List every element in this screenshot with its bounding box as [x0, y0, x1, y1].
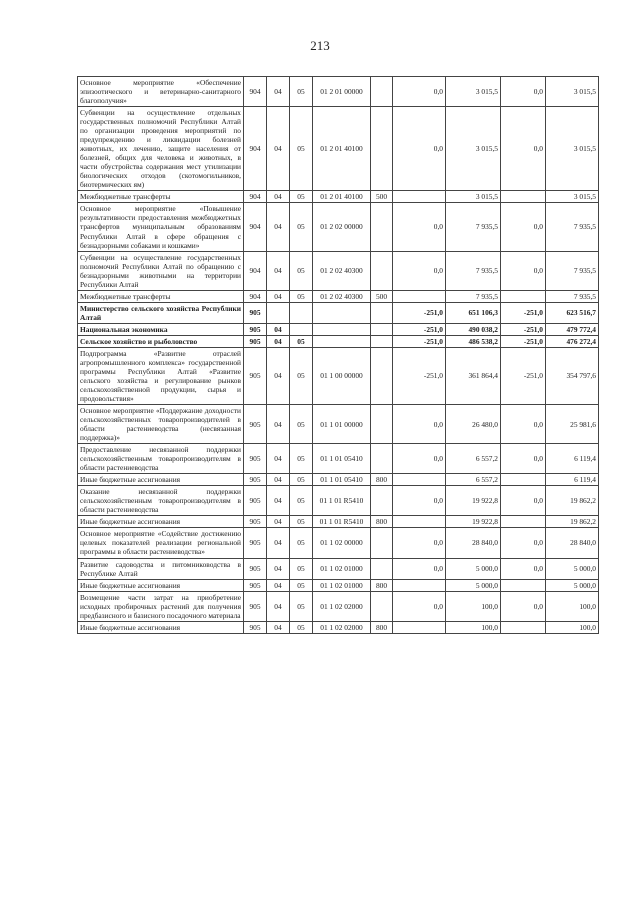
- amount-total-2: 354 797,6: [546, 347, 599, 404]
- ministry-code: 905: [244, 405, 267, 444]
- target-article-code: 01 1 01 05410: [313, 474, 371, 486]
- table-row: [78, 191, 599, 203]
- amount-total-1: 3 015,5: [446, 107, 501, 191]
- expense-type-code: [371, 302, 393, 323]
- target-article-code: 01 1 02 01000: [313, 558, 371, 579]
- amount-change-2: 0,0: [501, 203, 546, 251]
- section-code: 04: [267, 107, 290, 191]
- amount-total-2: 3 015,5: [546, 77, 599, 107]
- amount-total-2: 5 000,0: [546, 558, 599, 579]
- ministry-code: 905: [244, 528, 267, 558]
- amount-total-2: 7 935,5: [546, 203, 599, 251]
- table-row: [78, 528, 599, 558]
- table-row: [78, 251, 599, 290]
- table-row: [78, 323, 599, 335]
- row-description: Предоставление несвязанной поддержки сельскохозяйственным товаропроизводителям в области растениеводства: [78, 444, 244, 474]
- subsection-code: [290, 302, 313, 323]
- amount-change-1: [393, 516, 446, 528]
- ministry-code: 904: [244, 191, 267, 203]
- target-article-code: 01 1 00 00000: [313, 347, 371, 404]
- amount-change-1: -251,0: [393, 335, 446, 347]
- table-row: [78, 516, 599, 528]
- amount-change-1: 0,0: [393, 203, 446, 251]
- table-row: [78, 621, 599, 633]
- target-article-code: 01 1 02 02000: [313, 621, 371, 633]
- amount-total-1: 3 015,5: [446, 77, 501, 107]
- target-article-code: 01 2 01 00000: [313, 77, 371, 107]
- amount-total-1: 7 935,5: [446, 203, 501, 251]
- budget-table-body: [78, 77, 599, 634]
- expense-type-code: [371, 335, 393, 347]
- amount-total-1: 651 106,3: [446, 302, 501, 323]
- amount-total-1: 486 538,2: [446, 335, 501, 347]
- amount-total-1: 19 922,8: [446, 516, 501, 528]
- row-description: Основное мероприятие «Повышение результативности предоставления межбюджетных трансфертов муниципальным образованиям Республики Алтай в сфере обращения с безнадзорными собаками и кошками»: [78, 203, 244, 251]
- ministry-code: 904: [244, 107, 267, 191]
- amount-total-2: 100,0: [546, 621, 599, 633]
- amount-change-2: -251,0: [501, 335, 546, 347]
- amount-change-1: [393, 579, 446, 591]
- section-code: 04: [267, 591, 290, 621]
- ministry-code: 905: [244, 302, 267, 323]
- section-code: 04: [267, 621, 290, 633]
- table-row: [78, 444, 599, 474]
- amount-change-2: [501, 191, 546, 203]
- ministry-code: 904: [244, 77, 267, 107]
- amount-change-2: 0,0: [501, 444, 546, 474]
- ministry-code: 905: [244, 558, 267, 579]
- table-row: [78, 558, 599, 579]
- table-row: [78, 290, 599, 302]
- amount-total-2: 3 015,5: [546, 107, 599, 191]
- table-row: [78, 591, 599, 621]
- target-article-code: 01 2 02 40300: [313, 251, 371, 290]
- section-code: 04: [267, 77, 290, 107]
- subsection-code: 05: [290, 347, 313, 404]
- table-row: [78, 203, 599, 251]
- amount-change-1: [393, 621, 446, 633]
- amount-change-2: [501, 621, 546, 633]
- row-description: Субвенции на осуществление государственных полномочий Республики Алтай по обращению с безнадзорными животными на территории Республики Алтай: [78, 251, 244, 290]
- ministry-code: 904: [244, 203, 267, 251]
- amount-change-2: 0,0: [501, 486, 546, 516]
- table-row: [78, 486, 599, 516]
- expense-type-code: 800: [371, 516, 393, 528]
- amount-total-2: 6 119,4: [546, 444, 599, 474]
- ministry-code: 905: [244, 516, 267, 528]
- target-article-code: 01 1 01 05410: [313, 444, 371, 474]
- section-code: 04: [267, 335, 290, 347]
- amount-total-2: 7 935,5: [546, 251, 599, 290]
- ministry-code: 905: [244, 335, 267, 347]
- row-description: Оказание несвязанной поддержки сельскохозяйственным товаропроизводителям в области растениеводства: [78, 486, 244, 516]
- subsection-code: 05: [290, 621, 313, 633]
- target-article-code: 01 2 01 40100: [313, 107, 371, 191]
- amount-total-2: 19 862,2: [546, 516, 599, 528]
- amount-total-1: 3 015,5: [446, 191, 501, 203]
- amount-total-1: 6 557,2: [446, 474, 501, 486]
- subsection-code: 05: [290, 558, 313, 579]
- amount-change-2: 0,0: [501, 591, 546, 621]
- amount-change-2: [501, 516, 546, 528]
- amount-change-1: 0,0: [393, 405, 446, 444]
- subsection-code: 05: [290, 486, 313, 516]
- row-description: Иные бюджетные ассигнования: [78, 621, 244, 633]
- section-code: 04: [267, 290, 290, 302]
- table-row: [78, 474, 599, 486]
- amount-total-2: 6 119,4: [546, 474, 599, 486]
- amount-change-2: [501, 290, 546, 302]
- amount-change-1: 0,0: [393, 107, 446, 191]
- amount-change-2: 0,0: [501, 528, 546, 558]
- amount-total-2: 7 935,5: [546, 290, 599, 302]
- ministry-code: 904: [244, 290, 267, 302]
- expense-type-code: [371, 558, 393, 579]
- ministry-code: 905: [244, 621, 267, 633]
- row-description: Национальная экономика: [78, 323, 244, 335]
- amount-change-2: -251,0: [501, 347, 546, 404]
- amount-total-1: 7 935,5: [446, 290, 501, 302]
- amount-change-1: [393, 290, 446, 302]
- amount-change-1: [393, 474, 446, 486]
- table-row: [78, 77, 599, 107]
- row-description: Основное мероприятие «Поддержание доходности сельскохозяйственных товаропроизводителей в области растениеводства (несвязанная поддержка)»: [78, 405, 244, 444]
- row-description: Основное мероприятие «Обеспечение эпизоотического и ветеринарно-санитарного благополучия»: [78, 77, 244, 107]
- section-code: 04: [267, 474, 290, 486]
- expense-type-code: 500: [371, 191, 393, 203]
- amount-change-2: 0,0: [501, 558, 546, 579]
- row-description: Иные бюджетные ассигнования: [78, 579, 244, 591]
- target-article-code: 01 1 02 01000: [313, 579, 371, 591]
- amount-total-1: 7 935,5: [446, 251, 501, 290]
- target-article-code: [313, 323, 371, 335]
- amount-change-1: -251,0: [393, 323, 446, 335]
- amount-total-1: 5 000,0: [446, 579, 501, 591]
- row-description: Иные бюджетные ассигнования: [78, 474, 244, 486]
- amount-change-2: -251,0: [501, 302, 546, 323]
- amount-change-1: 0,0: [393, 528, 446, 558]
- amount-total-2: 479 772,4: [546, 323, 599, 335]
- section-code: 04: [267, 405, 290, 444]
- ministry-code: 905: [244, 444, 267, 474]
- section-code: 04: [267, 251, 290, 290]
- expense-type-code: [371, 203, 393, 251]
- amount-change-2: 0,0: [501, 77, 546, 107]
- table-row: [78, 335, 599, 347]
- row-description: Министерство сельского хозяйства Республики Алтай: [78, 302, 244, 323]
- table-row: [78, 405, 599, 444]
- ministry-code: 905: [244, 347, 267, 404]
- expense-type-code: [371, 323, 393, 335]
- target-article-code: [313, 302, 371, 323]
- section-code: 04: [267, 486, 290, 516]
- subsection-code: 05: [290, 107, 313, 191]
- amount-change-1: 0,0: [393, 251, 446, 290]
- section-code: 04: [267, 323, 290, 335]
- row-description: Межбюджетные трансферты: [78, 191, 244, 203]
- subsection-code: 05: [290, 290, 313, 302]
- amount-total-2: 476 272,4: [546, 335, 599, 347]
- subsection-code: 05: [290, 405, 313, 444]
- ministry-code: 905: [244, 591, 267, 621]
- subsection-code: 05: [290, 203, 313, 251]
- expense-type-code: [371, 486, 393, 516]
- amount-change-2: [501, 474, 546, 486]
- expense-type-code: 800: [371, 579, 393, 591]
- row-description: Возмещение части затрат на приобретение исходных пробирочных растений для получения предбазисного и базисного посадочного материала: [78, 591, 244, 621]
- ministry-code: 905: [244, 486, 267, 516]
- ministry-code: 904: [244, 251, 267, 290]
- target-article-code: [313, 335, 371, 347]
- section-code: 04: [267, 516, 290, 528]
- amount-total-1: 28 840,0: [446, 528, 501, 558]
- amount-total-2: 25 981,6: [546, 405, 599, 444]
- expense-type-code: [371, 347, 393, 404]
- amount-total-1: 100,0: [446, 621, 501, 633]
- subsection-code: 05: [290, 516, 313, 528]
- table-row: [78, 347, 599, 404]
- row-description: Подпрограмма «Развитие отраслей агропромышленного комплекса» государственной программы Республики Алтай «Развитие сельского хозяйства и регулирование рынков сельскохозяйственной продукции, сырья и продовольствия»: [78, 347, 244, 404]
- amount-change-1: 0,0: [393, 77, 446, 107]
- table-row: [78, 579, 599, 591]
- amount-total-1: 5 000,0: [446, 558, 501, 579]
- amount-total-2: 5 000,0: [546, 579, 599, 591]
- amount-total-2: 28 840,0: [546, 528, 599, 558]
- subsection-code: [290, 323, 313, 335]
- row-description: Развитие садоводства и питомниководства в Республике Алтай: [78, 558, 244, 579]
- target-article-code: 01 1 02 02000: [313, 591, 371, 621]
- expense-type-code: 800: [371, 621, 393, 633]
- amount-total-1: 19 922,8: [446, 486, 501, 516]
- amount-change-2: [501, 579, 546, 591]
- expense-type-code: [371, 528, 393, 558]
- section-code: 04: [267, 203, 290, 251]
- subsection-code: 05: [290, 77, 313, 107]
- amount-total-1: 100,0: [446, 591, 501, 621]
- target-article-code: 01 1 02 00000: [313, 528, 371, 558]
- amount-change-2: 0,0: [501, 251, 546, 290]
- expense-type-code: 500: [371, 290, 393, 302]
- subsection-code: 05: [290, 191, 313, 203]
- subsection-code: 05: [290, 474, 313, 486]
- table-row: [78, 302, 599, 323]
- row-description: Иные бюджетные ассигнования: [78, 516, 244, 528]
- amount-total-2: 19 862,2: [546, 486, 599, 516]
- target-article-code: 01 1 01 R5410: [313, 516, 371, 528]
- section-code: 04: [267, 191, 290, 203]
- amount-change-1: 0,0: [393, 486, 446, 516]
- ministry-code: 905: [244, 579, 267, 591]
- expense-type-code: [371, 591, 393, 621]
- amount-change-2: 0,0: [501, 107, 546, 191]
- section-code: 04: [267, 579, 290, 591]
- subsection-code: 05: [290, 335, 313, 347]
- subsection-code: 05: [290, 528, 313, 558]
- section-code: 04: [267, 558, 290, 579]
- section-code: 04: [267, 528, 290, 558]
- subsection-code: 05: [290, 579, 313, 591]
- row-description: Сельское хозяйство и рыболовство: [78, 335, 244, 347]
- amount-total-2: 100,0: [546, 591, 599, 621]
- expense-type-code: 800: [371, 474, 393, 486]
- subsection-code: 05: [290, 444, 313, 474]
- expense-type-code: [371, 251, 393, 290]
- section-code: [267, 302, 290, 323]
- amount-change-2: -251,0: [501, 323, 546, 335]
- row-description: Межбюджетные трансферты: [78, 290, 244, 302]
- amount-change-2: 0,0: [501, 405, 546, 444]
- budget-table: [77, 76, 599, 634]
- section-code: 04: [267, 444, 290, 474]
- ministry-code: 905: [244, 323, 267, 335]
- amount-total-1: 6 557,2: [446, 444, 501, 474]
- subsection-code: 05: [290, 251, 313, 290]
- target-article-code: 01 2 02 00000: [313, 203, 371, 251]
- amount-change-1: 0,0: [393, 558, 446, 579]
- expense-type-code: [371, 107, 393, 191]
- table-row: [78, 107, 599, 191]
- expense-type-code: [371, 77, 393, 107]
- amount-change-1: -251,0: [393, 347, 446, 404]
- section-code: 04: [267, 347, 290, 404]
- expense-type-code: [371, 444, 393, 474]
- amount-total-1: 490 038,2: [446, 323, 501, 335]
- amount-change-1: 0,0: [393, 591, 446, 621]
- expense-type-code: [371, 405, 393, 444]
- ministry-code: 905: [244, 474, 267, 486]
- target-article-code: 01 1 01 00000: [313, 405, 371, 444]
- amount-total-2: 3 015,5: [546, 191, 599, 203]
- target-article-code: 01 2 01 40100: [313, 191, 371, 203]
- amount-change-1: -251,0: [393, 302, 446, 323]
- row-description: Основное мероприятие «Содействие достижению целевых показателей реализации региональной программы в области растениеводства»: [78, 528, 244, 558]
- row-description: Субвенции на осуществление отдельных государственных полномочий Республики Алтай по организации проведения мероприятий по предупреждению и ликвидации болезней животных, их лечению, защите населения от болезней, общих для человека и животных, в части обустройства содержания мест утилизации биологических отходов (скотомогильников, биотермических ям): [78, 107, 244, 191]
- target-article-code: 01 1 01 R5410: [313, 486, 371, 516]
- subsection-code: 05: [290, 591, 313, 621]
- amount-total-1: 361 864,4: [446, 347, 501, 404]
- amount-total-2: 623 516,7: [546, 302, 599, 323]
- amount-change-1: 0,0: [393, 444, 446, 474]
- target-article-code: 01 2 02 40300: [313, 290, 371, 302]
- amount-total-1: 26 480,0: [446, 405, 501, 444]
- page-number: 213: [310, 38, 330, 53]
- amount-change-1: [393, 191, 446, 203]
